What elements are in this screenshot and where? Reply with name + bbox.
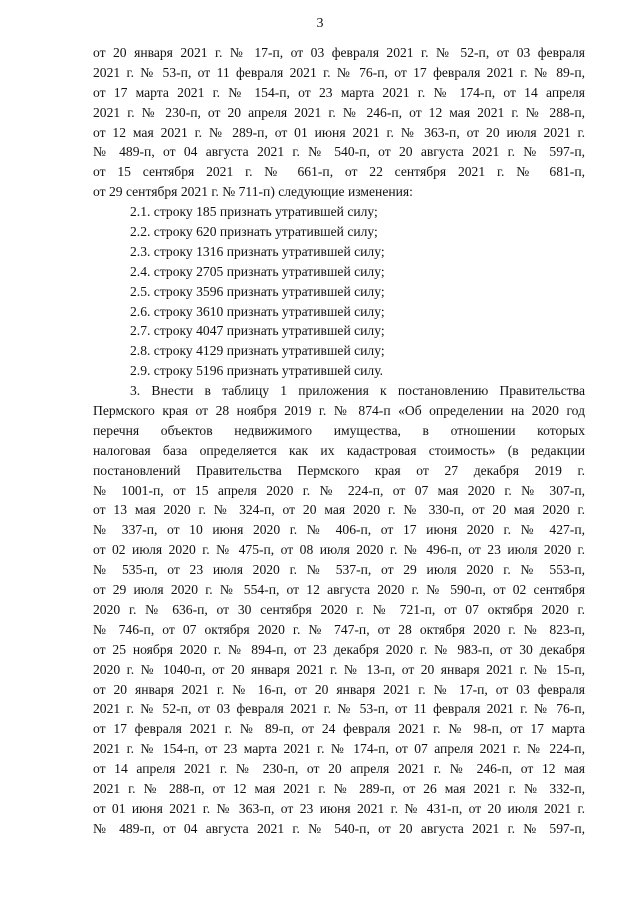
text-line: от 29 июля 2020 г. № 554-п, от 12 августа 2020 г. № 590-п, от 02 сентября (93, 582, 585, 598)
text-line: № 1001-п, от 15 апреля 2020 г. № 224-п, от 07 мая 2020 г. № 307-п, (93, 482, 585, 498)
text-line: 2021 г. № 154-п, от 23 марта 2021 г. № 174-п, от 07 апреля 2021 г. № 224-п, (93, 741, 585, 757)
text-line: № 489-п, от 04 августа 2021 г. № 540-п, от 20 августа 2021 г. № 597-п, (93, 820, 585, 836)
text-line: от 17 марта 2021 г. № 154-п, от 23 марта 2021 г. № 174-п, от 14 апреля (93, 84, 585, 100)
text-line: 2021 г. № 52-п, от 03 февраля 2021 г. № 53-п, от 11 февраля 2021 г. № 76-п, (93, 701, 585, 717)
text-line: 2021 г. № 288-п, от 12 мая 2021 г. № 289-п, от 26 мая 2021 г. № 332-п, (93, 780, 585, 796)
text-line: № 337-п, от 10 июня 2020 г. № 406-п, от 17 июня 2020 г. № 427-п, (93, 522, 585, 538)
text-line: № 489-п, от 04 августа 2021 г. № 540-п, от 20 августа 2021 г. № 597-п, (93, 144, 585, 160)
text-line: от 12 мая 2021 г. № 289-п, от 01 июня 2021 г. № 363-п, от 20 июля 2021 г. (93, 124, 585, 140)
text-line: 3. Внести в таблицу 1 приложения к постановлению Правительства (130, 383, 585, 399)
text-line: от 01 июня 2021 г. № 363-п, от 23 июня 2021 г. № 431-п, от 20 июля 2021 г. (93, 800, 585, 816)
text-line: Пермского края от 28 ноября 2019 г. № 874-п «Об определении на 2020 год (93, 403, 585, 419)
text-line: № 746-п, от 07 октября 2020 г. № 747-п, от 28 октября 2020 г. № 823-п, (93, 621, 585, 637)
text-line: № 535-п, от 23 июля 2020 г. № 537-п, от 29 июля 2020 г. № 553-п, (93, 562, 585, 578)
text-line: от 20 января 2021 г. № 17-п, от 03 февраля 2021 г. № 52-п, от 03 февраля (93, 45, 585, 60)
list-item-line: 2.8. строку 4129 признать утратившей силу; (130, 343, 385, 359)
text-line: 2020 г. № 636-п, от 30 сентября 2020 г. № 721-п, от 07 октября 2020 г. (93, 601, 585, 617)
text-line: налоговая база определяется как их кадастровая стоимость» (в редакции (93, 442, 585, 458)
text-line: 2021 г. № 53-п, от 11 февраля 2021 г. № 76-п, от 17 февраля 2021 г. № 89-п, (93, 64, 585, 80)
text-line: постановлений Правительства Пермского края от 27 декабря 2019 г. (93, 462, 585, 478)
text-line: от 13 мая 2020 г. № 324-п, от 20 мая 2020 г. № 330-п, от 20 мая 2020 г. (93, 502, 585, 518)
list-item-line: 2.9. строку 5196 признать утратившей силу. (130, 363, 384, 379)
text-line: от 15 сентября 2021 г. № 661-п, от 22 сентября 2021 г. № 681-п, (93, 164, 585, 180)
list-item-line: 2.7. строку 4047 признать утратившей силу; (130, 323, 385, 339)
list-item-line: 2.3. строку 1316 признать утратившей силу; (130, 243, 385, 259)
document-body (93, 43, 585, 839)
text-line: 2020 г. № 1040-п, от 20 января 2021 г. № 13-п, от 20 января 2021 г. № 15-п, (93, 661, 585, 677)
text-line: перечня объектов недвижимого имущества, в отношении которых (93, 422, 585, 438)
text-line: от 25 ноября 2020 г. № 894-п, от 23 декабря 2020 г. № 983-п, от 30 декабря (93, 641, 585, 657)
text-line: от 14 апреля 2021 г. № 230-п, от 20 апреля 2021 г. № 246-п, от 12 мая (93, 761, 585, 777)
page-number: 3 (316, 16, 324, 31)
text-line: от 17 февраля 2021 г. № 89-п, от 24 февраля 2021 г. № 98-п, от 17 марта (93, 721, 585, 737)
list-item-line: 2.4. строку 2705 признать утратившей силу; (130, 263, 385, 279)
list-item-line: 2.6. строку 3610 признать утратившей силу; (130, 303, 385, 319)
list-item-line: 2.5. строку 3596 признать утратившей силу; (130, 283, 385, 299)
text-line: от 20 января 2021 г. № 16-п, от 20 января 2021 г. № 17-п, от 03 февраля (93, 681, 585, 697)
list-item-line: 2.1. строку 185 признать утратившей силу; (130, 204, 378, 220)
text-line: от 29 сентября 2021 г. № 711-п) следующие изменения: (93, 184, 413, 200)
text-line: 2021 г. № 230-п, от 20 апреля 2021 г. № 246-п, от 12 мая 2021 г. № 288-п, (93, 104, 585, 120)
text-line: от 02 июля 2020 г. № 475-п, от 08 июля 2020 г. № 496-п, от 23 июля 2020 г. (93, 542, 585, 558)
list-item-line: 2.2. строку 620 признать утратившей силу; (130, 224, 378, 240)
